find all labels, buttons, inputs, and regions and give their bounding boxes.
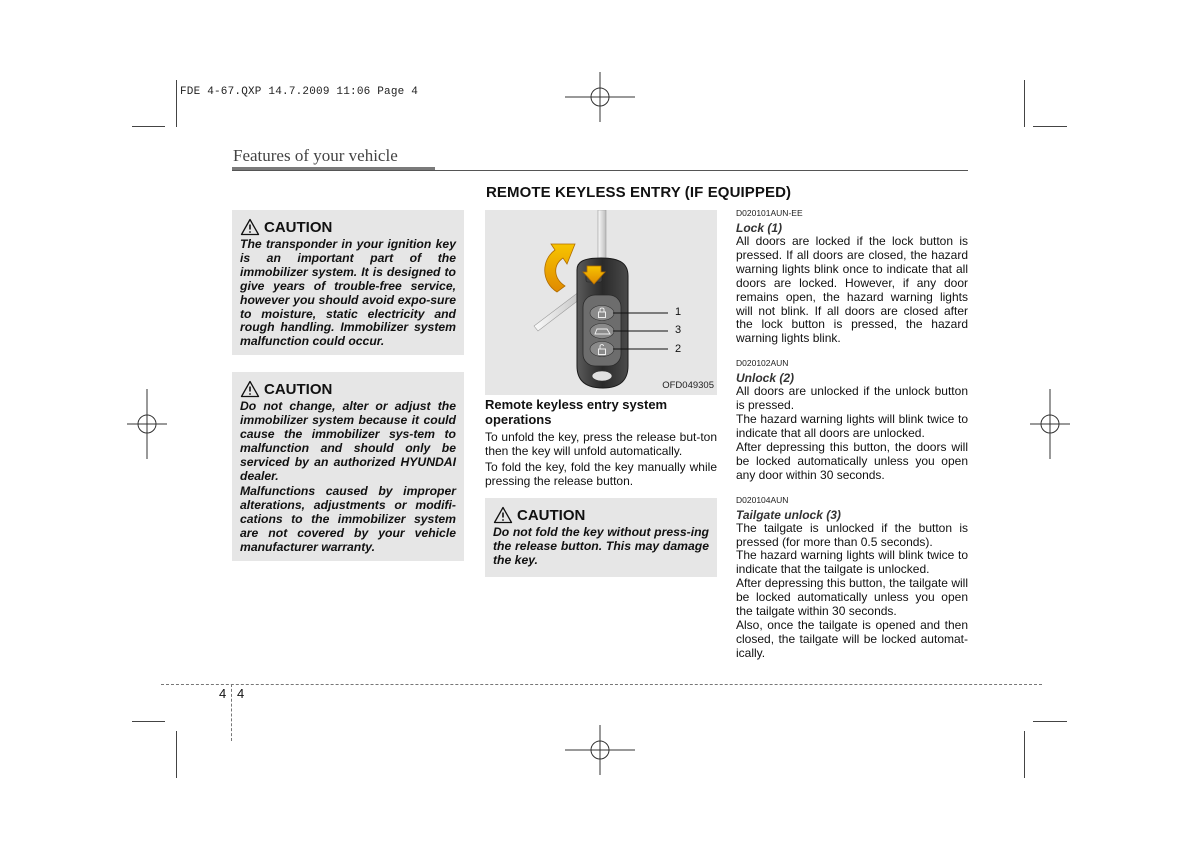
crop-mark <box>132 126 165 127</box>
section-code: D020104AUN <box>736 494 789 505</box>
page-number-divider <box>231 684 232 741</box>
operations-paragraph: To unfold the key, press the release but-ton then the key will unfold automatically. <box>485 430 717 458</box>
caution-header <box>240 379 456 399</box>
caution-header <box>240 217 456 237</box>
unlock-section <box>736 358 968 482</box>
caution-text: The transponder in your ignition key is an important part of the immobilizer system. It is designed to give years of trouble-free service, however you should avoid expo-sure to moisture, static electricity and rough handling. Immobilizer system malfunction could occur. <box>240 237 456 349</box>
right-column <box>736 208 968 673</box>
caution-text: Do not fold the key without press-ing the release button. This may damage the key. <box>493 525 709 567</box>
caution-text <box>240 400 456 555</box>
caution-title: CAUTION <box>517 506 586 524</box>
operations-heading: Remote keyless entry system operations <box>485 397 668 427</box>
crop-mark <box>1024 731 1025 778</box>
unlock-paragraph: All doors are unlocked if the unlock button is pressed. <box>736 384 968 413</box>
warning-triangle-icon <box>240 218 260 236</box>
crop-mark <box>1033 721 1067 722</box>
caution-title: CAUTION <box>264 218 333 236</box>
warning-triangle-icon <box>240 380 260 398</box>
lock-section <box>736 208 968 346</box>
tailgate-paragraph: The tailgate is unlocked if the button is pressed (for more than 0.5 seconds). <box>736 520 968 549</box>
section-title: Features of your vehicle <box>233 146 398 165</box>
crop-mark <box>176 80 177 127</box>
crop-mark <box>1033 126 1067 127</box>
caution-box-transponder <box>232 210 464 355</box>
registration-mark <box>565 72 635 122</box>
figure-code: OFD049305 <box>662 380 714 391</box>
caution-header <box>493 505 709 525</box>
tailgate-paragraph: Also, once the tailgate is opened and then closed, the tailgate will be locked automat-ically. <box>736 617 968 660</box>
print-slug: FDE 4-67.QXP 14.7.2009 11:06 Page 4 <box>180 86 419 98</box>
tailgate-section <box>736 495 968 661</box>
crop-mark <box>132 721 165 722</box>
callout-label-unlock: 2 <box>675 343 682 355</box>
registration-mark <box>565 725 635 775</box>
unlock-paragraph: After depressing this button, the doors will be locked automatically unless you open any door within 30 seconds. <box>736 439 968 482</box>
registration-mark <box>1030 389 1070 459</box>
section-code: D020101AUN-EE <box>736 208 803 218</box>
tailgate-paragraph: After depressing this button, the tailgate will be locked automatically unless you open the tailgate within 30 seconds. <box>736 576 968 619</box>
crop-mark <box>176 731 177 778</box>
operations-paragraph: To fold the key, fold the key manually while pressing the release button. <box>485 459 717 488</box>
tailgate-paragraph: The hazard warning lights will blink twice to indicate that the tailgate is unlocked. <box>736 548 968 577</box>
caution-title: CAUTION <box>264 380 333 398</box>
key-fob-figure <box>485 210 717 395</box>
section-code: D020102AUN <box>736 358 789 369</box>
caution-box-fold <box>485 498 717 577</box>
registration-mark <box>127 389 167 459</box>
caution-box-immobilizer <box>232 372 464 561</box>
unlock-paragraph: The hazard warning lights will blink twice to indicate that all doors are unlocked. <box>736 412 968 440</box>
operations-text <box>485 431 717 489</box>
key-fob-illustration <box>485 210 717 395</box>
unlock-title: Unlock (2) <box>736 371 795 386</box>
callout-label-tailgate: 3 <box>675 324 682 336</box>
header-rule <box>232 170 968 171</box>
page-number: 4 <box>237 686 245 701</box>
main-heading: REMOTE KEYLESS ENTRY (IF EQUIPPED) <box>486 184 792 201</box>
tailgate-title: Tailgate unlock (3) <box>736 507 841 522</box>
lock-title: Lock (1) <box>736 221 783 235</box>
caution-paragraph: Malfunctions caused by improper alterations, adjustments or modifi-cations to the immobilizer system are not covered by your vehicle manufacturer warranty. <box>240 484 456 555</box>
crop-mark <box>1024 80 1025 127</box>
warning-triangle-icon <box>493 506 513 524</box>
chapter-number: 4 <box>219 686 227 701</box>
callout-label-lock: 1 <box>675 306 682 318</box>
lock-text: All doors are locked if the lock button is pressed. If all doors are closed, the hazard warning lights blink once to indicate that all doors are locked. However, if any door remains open, the hazard warning lights will not blink. If all doors are closed after the lock button is pressed, the hazard warning lights blink. <box>736 234 968 346</box>
footer-rule <box>161 684 1042 685</box>
caution-paragraph: Do not change, alter or adjust the immobilizer system because it could cause the immobilizer sys-tem to malfunction and should only be serviced by an authorized HYUNDAI dealer. <box>240 399 456 483</box>
